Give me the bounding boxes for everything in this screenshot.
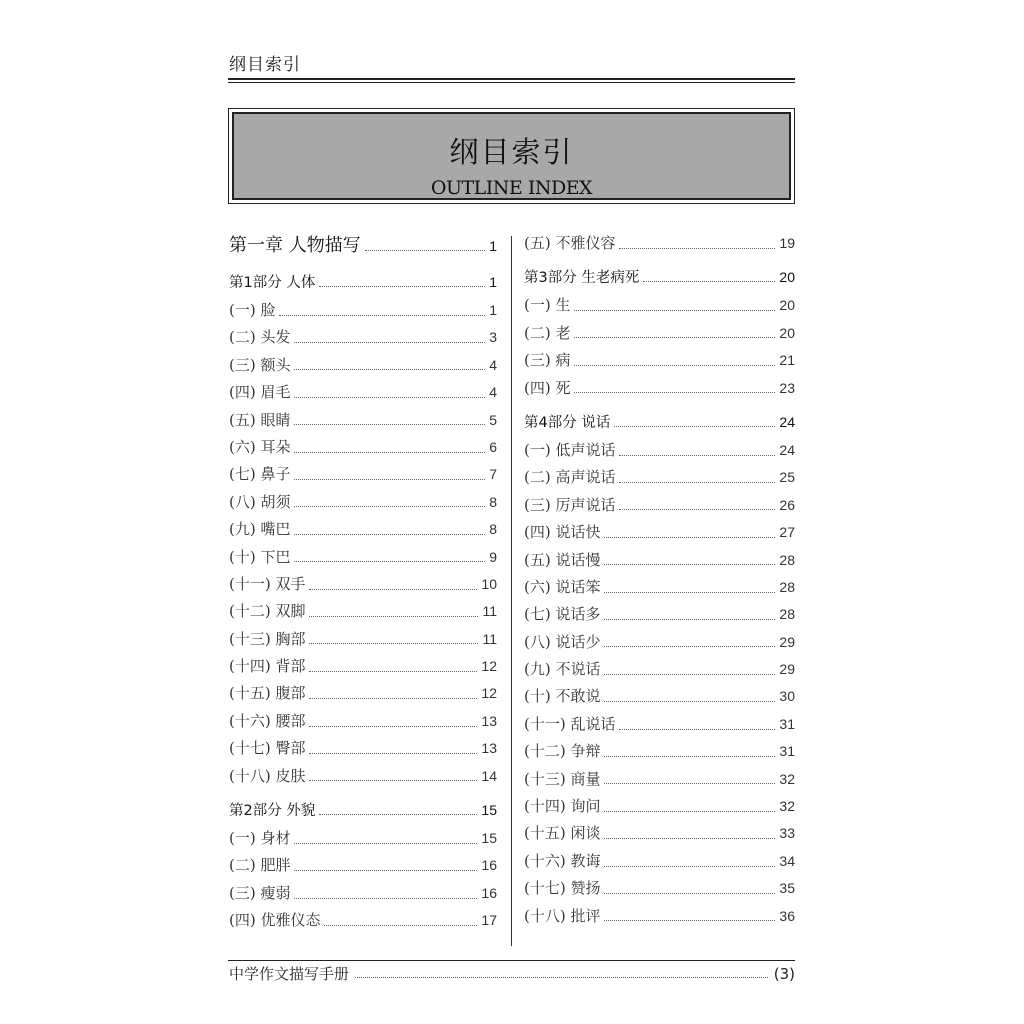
- entry-page-number: 4: [489, 384, 497, 401]
- leader-dots: [294, 341, 485, 343]
- entry-label: (十四) 询问: [524, 797, 601, 816]
- index-entry-item: [229, 598, 497, 625]
- entry-page-number: 32: [779, 798, 795, 815]
- entry-label: 第3部分 生老病死: [524, 270, 640, 287]
- leader-dots: [294, 451, 485, 453]
- entry-label: (十) 下巴: [229, 547, 291, 566]
- leader-dots: [574, 336, 775, 338]
- leader-dots: [574, 391, 775, 393]
- leader-dots: [309, 670, 477, 672]
- index-entry-item: [229, 434, 497, 461]
- index-entry-item: [229, 461, 497, 488]
- book-title: 中学作文描写手册: [229, 965, 350, 983]
- entry-label: (一) 生: [524, 296, 571, 315]
- entry-label: (十五) 闲谈: [524, 824, 601, 843]
- entry-label: (十二) 双脚: [229, 602, 306, 621]
- leader-dots: [309, 752, 477, 754]
- entry-page-number: 29: [779, 661, 795, 678]
- title-box: [228, 108, 795, 204]
- leader-dots: [619, 508, 775, 510]
- index-entry-item: [524, 464, 795, 491]
- leader-dots: [319, 813, 477, 815]
- index-entry-item: [229, 735, 497, 762]
- index-column-right: [524, 230, 795, 930]
- page-number: (3): [773, 965, 795, 983]
- leader-dots: [294, 842, 477, 844]
- leader-dots: [294, 897, 477, 899]
- index-entry-part: [524, 262, 795, 292]
- index-entry-item: [524, 793, 795, 820]
- entry-page-number: 26: [779, 496, 795, 513]
- leader-dots: [294, 423, 485, 425]
- index-entry-item: [229, 379, 497, 406]
- entry-page-number: 16: [481, 857, 497, 874]
- index-entry-item: [229, 324, 497, 351]
- leader-dots: [604, 837, 775, 839]
- leader-dots: [309, 615, 478, 617]
- index-entry-chapter: [229, 230, 497, 262]
- leader-dots: [319, 285, 485, 287]
- entry-page-number: 7: [489, 466, 497, 483]
- entry-label: (一) 低声说话: [524, 440, 616, 459]
- entry-page-number: 31: [779, 715, 795, 732]
- leader-dots: [604, 810, 775, 812]
- index-entry-item: [229, 763, 497, 790]
- leader-dots: [604, 618, 775, 620]
- entry-label: (十二) 争辩: [524, 742, 601, 761]
- entry-page-number: 8: [489, 493, 497, 510]
- index-entry-item: [524, 519, 795, 546]
- footer-leader-dots: [355, 976, 768, 978]
- entry-page-number: 1: [489, 238, 497, 254]
- leader-dots: [294, 869, 477, 871]
- entry-label: (十一) 乱说话: [524, 714, 616, 733]
- entry-page-number: 25: [779, 469, 795, 486]
- index-entry-item: [229, 544, 497, 571]
- entry-label: (五) 不雅仪容: [524, 234, 616, 252]
- entry-label: (三) 额头: [229, 355, 291, 374]
- leader-dots: [619, 454, 775, 456]
- entry-label: (十七) 臀部: [229, 739, 306, 758]
- entry-page-number: 24: [779, 441, 795, 458]
- entry-label: (一) 脸: [229, 301, 276, 319]
- leader-dots: [309, 779, 477, 781]
- entry-page-number: 8: [489, 521, 497, 538]
- entry-label: (五) 眼睛: [229, 410, 291, 429]
- index-entry-item: [229, 708, 497, 735]
- entry-label: 第1部分 人体: [229, 275, 316, 291]
- entry-label: (四) 眉毛: [229, 383, 291, 402]
- index-entry-item: [524, 656, 795, 683]
- entry-label: (二) 老: [524, 323, 571, 342]
- entry-page-number: 5: [489, 411, 497, 428]
- index-entry-item: [524, 766, 795, 793]
- entry-page-number: 24: [779, 413, 795, 430]
- leader-dots: [309, 642, 478, 644]
- entry-page-number: 15: [481, 802, 497, 819]
- entry-label: (七) 说话多: [524, 605, 601, 624]
- entry-label: (三) 厉声说话: [524, 495, 616, 514]
- leader-dots: [604, 919, 775, 921]
- leader-dots: [279, 314, 485, 316]
- entry-page-number: 6: [489, 438, 497, 455]
- leader-dots: [294, 368, 485, 370]
- entry-page-number: 12: [481, 685, 497, 702]
- entry-page-number: 3: [489, 329, 497, 346]
- index-entry-item: [524, 875, 795, 902]
- entry-page-number: 11: [482, 630, 497, 647]
- entry-label: (三) 瘦弱: [229, 883, 291, 902]
- entry-page-number: 11: [482, 603, 497, 620]
- entry-page-number: 1: [489, 274, 497, 290]
- index-entry-item: [229, 352, 497, 379]
- leader-dots: [574, 364, 775, 366]
- index-entry-item: [229, 653, 497, 680]
- entry-label: (四) 说话快: [524, 523, 601, 542]
- entry-label: (九) 不说话: [524, 660, 601, 679]
- index-entry-item: [524, 320, 795, 347]
- entry-label: 第4部分 说话: [524, 414, 611, 431]
- header-rule-thin: [228, 82, 795, 83]
- leader-dots: [604, 865, 775, 867]
- page-title-chinese: 纲目索引: [449, 135, 574, 169]
- entry-page-number: 14: [481, 767, 497, 784]
- index-entry-item: [524, 711, 795, 738]
- entry-page-number: 33: [779, 825, 795, 842]
- entry-label: (十七) 赞扬: [524, 879, 601, 898]
- leader-dots: [619, 247, 775, 249]
- index-entry-item: [524, 738, 795, 765]
- index-entry-item: [524, 375, 795, 402]
- index-entry-item: [229, 880, 497, 907]
- entry-label: 第一章 人物描写: [229, 235, 361, 256]
- leader-dots: [324, 924, 477, 926]
- entry-page-number: 13: [481, 740, 497, 757]
- leader-dots: [604, 591, 775, 593]
- leader-dots: [604, 892, 775, 894]
- leader-dots: [309, 725, 477, 727]
- index-entry-item: [524, 437, 795, 464]
- index-entry-item: [524, 230, 795, 257]
- entry-label: (八) 说话少: [524, 632, 601, 651]
- entry-label: (十五) 腹部: [229, 684, 306, 703]
- leader-dots: [604, 645, 775, 647]
- page-title-english: OUTLINE INDEX: [430, 177, 593, 199]
- entry-page-number: 29: [779, 633, 795, 650]
- leader-dots: [614, 425, 775, 427]
- entry-label: (十八) 批评: [524, 906, 601, 925]
- entry-page-number: 23: [779, 379, 795, 396]
- leader-dots: [309, 697, 477, 699]
- entry-label: (四) 优雅仪态: [229, 911, 321, 930]
- entry-label: (十三) 胸部: [229, 629, 306, 648]
- footer-rule: [228, 960, 795, 961]
- entry-label: (十三) 商量: [524, 769, 601, 788]
- index-entry-item: [524, 903, 795, 930]
- header-rule: [228, 78, 795, 80]
- entry-label: (六) 说话笨: [524, 577, 601, 596]
- leader-dots: [294, 505, 485, 507]
- leader-dots: [604, 755, 775, 757]
- entry-page-number: 1: [489, 302, 497, 318]
- entry-label: (六) 耳朵: [229, 437, 291, 456]
- entry-label: (一) 身材: [229, 829, 291, 848]
- index-entry-item: [524, 547, 795, 574]
- index-entry-item: [524, 347, 795, 374]
- entry-label: (十八) 皮肤: [229, 766, 306, 785]
- leader-dots: [604, 536, 775, 538]
- page-footer: [229, 963, 795, 984]
- leader-dots: [619, 481, 775, 483]
- entry-page-number: 9: [489, 548, 497, 565]
- leader-dots: [294, 533, 485, 535]
- entry-page-number: 15: [481, 830, 497, 847]
- index-entry-part: [229, 267, 497, 297]
- entry-label: (十六) 腰部: [229, 711, 306, 730]
- leader-dots: [604, 673, 775, 675]
- entry-page-number: 21: [779, 352, 795, 369]
- entry-label: (三) 病: [524, 351, 571, 370]
- entry-label: (五) 说话慢: [524, 550, 601, 569]
- entry-page-number: 19: [779, 235, 795, 251]
- entry-page-number: 27: [779, 524, 795, 541]
- leader-dots: [365, 249, 485, 251]
- leader-dots: [619, 728, 775, 730]
- index-entry-item: [229, 825, 497, 852]
- entry-page-number: 20: [779, 269, 795, 286]
- entry-label: (十六) 教诲: [524, 851, 601, 870]
- index-entry-item: [229, 407, 497, 434]
- index-entry-item: [524, 292, 795, 319]
- leader-dots: [294, 478, 485, 480]
- entry-page-number: 28: [779, 578, 795, 595]
- entry-page-number: 28: [779, 551, 795, 568]
- index-entry-item: [524, 820, 795, 847]
- entry-label: (十四) 背部: [229, 657, 306, 676]
- index-entry-item: [229, 907, 497, 934]
- leader-dots: [309, 588, 477, 590]
- entry-page-number: 16: [481, 884, 497, 901]
- index-entry-part: [524, 407, 795, 437]
- entry-label: (十一) 双手: [229, 574, 306, 593]
- entry-label: (二) 肥胖: [229, 856, 291, 875]
- leader-dots: [604, 700, 775, 702]
- entry-page-number: 36: [779, 907, 795, 924]
- entry-page-number: 32: [779, 770, 795, 787]
- index-entry-item: [229, 852, 497, 879]
- leader-dots: [604, 782, 775, 784]
- index-entry-item: [229, 297, 497, 324]
- entry-page-number: 20: [779, 297, 795, 314]
- index-entry-item: [229, 571, 497, 598]
- leader-dots: [604, 563, 775, 565]
- leader-dots: [294, 396, 485, 398]
- index-entry-item: [524, 848, 795, 875]
- leader-dots: [574, 309, 775, 311]
- entry-page-number: 12: [481, 658, 497, 675]
- index-entry-item: [229, 489, 497, 516]
- entry-label: 第2部分 外貌: [229, 803, 316, 820]
- entry-label: (九) 嘴巴: [229, 520, 291, 539]
- entry-page-number: 13: [481, 712, 497, 729]
- entry-page-number: 34: [779, 852, 795, 869]
- running-head-title: 纲目索引: [229, 55, 301, 75]
- index-entry-item: [524, 683, 795, 710]
- entry-page-number: 20: [779, 324, 795, 341]
- index-entry-item: [229, 626, 497, 653]
- column-divider: [511, 236, 512, 946]
- entry-page-number: 17: [481, 912, 497, 929]
- entry-label: (七) 鼻子: [229, 465, 291, 484]
- leader-dots: [643, 280, 775, 282]
- index-entry-item: [229, 680, 497, 707]
- entry-label: (四) 死: [524, 378, 571, 397]
- index-entry-item: [524, 492, 795, 519]
- title-panel: [232, 112, 791, 200]
- entry-label: (二) 高声说话: [524, 468, 616, 487]
- entry-page-number: 31: [779, 743, 795, 760]
- entry-label: (二) 头发: [229, 328, 291, 347]
- index-entry-item: [229, 516, 497, 543]
- entry-label: (十) 不敢说: [524, 687, 601, 706]
- index-entry-item: [524, 601, 795, 628]
- entry-page-number: 35: [779, 880, 795, 897]
- index-column-left: [229, 230, 497, 935]
- entry-page-number: 28: [779, 606, 795, 623]
- entry-label: (八) 胡须: [229, 492, 291, 511]
- entry-page-number: 10: [481, 575, 497, 592]
- index-entry-item: [524, 629, 795, 656]
- entry-page-number: 4: [489, 356, 497, 373]
- index-entry-item: [524, 574, 795, 601]
- entry-page-number: 30: [779, 688, 795, 705]
- index-entry-part: [229, 795, 497, 825]
- leader-dots: [294, 560, 485, 562]
